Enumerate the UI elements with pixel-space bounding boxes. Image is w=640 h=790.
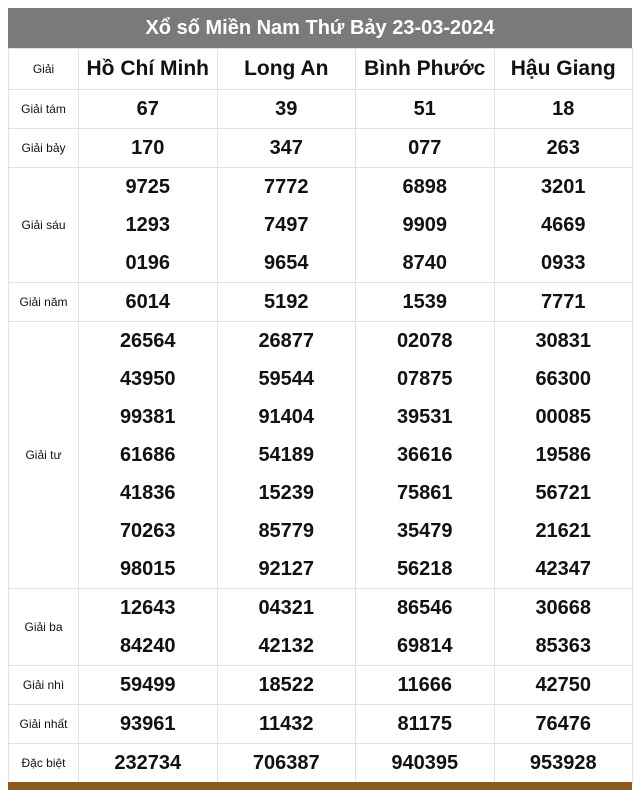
winning-number: 077: [408, 137, 442, 159]
winning-number: 69814: [396, 635, 453, 657]
winning-number: 9654: [264, 252, 309, 274]
result-cell: [356, 666, 495, 705]
result-cell: [217, 666, 356, 705]
prize-row-db: [9, 744, 633, 783]
result-cell: [494, 589, 633, 666]
winning-number: 59499: [119, 674, 176, 696]
result-cell: [494, 322, 633, 589]
winning-number: 940395: [391, 752, 459, 774]
winning-number: 04321: [258, 597, 315, 619]
winning-number: 1539: [402, 291, 447, 313]
winning-number: 12643: [119, 597, 176, 619]
prize-label: Giải ba: [9, 589, 79, 666]
winning-number: 86546: [396, 597, 453, 619]
province-header: Bình Phước: [356, 49, 495, 90]
footer-bar: [8, 782, 632, 790]
result-cell: [217, 90, 356, 129]
prize-label: Đặc biệt: [9, 744, 79, 783]
winning-number: 99381: [119, 406, 176, 428]
prize-label: Giải nhì: [9, 666, 79, 705]
winning-number: 953928: [529, 752, 597, 774]
winning-number: 11432: [258, 713, 314, 735]
province-header: Hồ Chí Minh: [79, 49, 218, 90]
winning-number: 00085: [535, 406, 592, 428]
winning-number: 56721: [535, 482, 592, 504]
result-cell: [494, 129, 633, 168]
result-cell: [356, 589, 495, 666]
prize-row-g2: [9, 666, 633, 705]
winning-number: 26564: [119, 330, 176, 352]
result-cell: [79, 322, 218, 589]
winning-number: 232734: [114, 752, 182, 774]
result-cell: [356, 705, 495, 744]
winning-number: 85363: [535, 635, 592, 657]
winning-number: 41836: [119, 482, 176, 504]
winning-number: 91404: [258, 406, 315, 428]
result-cell: [494, 283, 633, 322]
winning-number: 18: [552, 98, 575, 120]
winning-number: 15239: [258, 482, 315, 504]
winning-number: 42132: [258, 635, 315, 657]
province-header: Long An: [217, 49, 356, 90]
result-cell: [217, 705, 356, 744]
winning-number: 66300: [535, 368, 592, 390]
winning-number: 42750: [535, 674, 592, 696]
winning-number: 98015: [119, 558, 176, 580]
result-cell: [217, 168, 356, 283]
result-cell: [494, 90, 633, 129]
result-cell: [79, 90, 218, 129]
winning-number: 36616: [396, 444, 453, 466]
winning-number: 42347: [535, 558, 592, 580]
winning-number: 6898: [402, 176, 447, 198]
winning-number: 02078: [396, 330, 453, 352]
prize-row-g7: [9, 129, 633, 168]
header-row: [9, 49, 633, 90]
prize-row-g8: [9, 90, 633, 129]
winning-number: 51: [413, 98, 436, 120]
result-cell: [217, 283, 356, 322]
result-cell: [79, 666, 218, 705]
prize-row-g5: [9, 283, 633, 322]
winning-number: 6014: [125, 291, 170, 313]
winning-number: 19586: [535, 444, 592, 466]
result-cell: [79, 168, 218, 283]
winning-number: 1293: [125, 214, 170, 236]
result-cell: [356, 168, 495, 283]
winning-number: 4669: [541, 214, 586, 236]
winning-number: 706387: [252, 752, 320, 774]
prize-label: Giải bảy: [9, 129, 79, 168]
winning-number: 54189: [258, 444, 315, 466]
prize-label: Giải năm: [9, 283, 79, 322]
result-cell: [356, 90, 495, 129]
result-cell: [494, 666, 633, 705]
winning-number: 81175: [397, 713, 452, 735]
winning-number: 5192: [264, 291, 309, 313]
result-cell: [79, 744, 218, 783]
prize-column-header: Giải: [9, 49, 79, 90]
result-cell: [79, 129, 218, 168]
winning-number: 93961: [119, 713, 176, 735]
province-header: Hậu Giang: [494, 49, 633, 90]
winning-number: 76476: [535, 713, 592, 735]
result-cell: [356, 322, 495, 589]
winning-number: 7497: [264, 214, 309, 236]
winning-number: 30831: [535, 330, 592, 352]
winning-number: 8740: [402, 252, 447, 274]
result-cell: [494, 744, 633, 783]
winning-number: 85779: [258, 520, 315, 542]
result-cell: [356, 283, 495, 322]
winning-number: 30668: [535, 597, 592, 619]
winning-number: 170: [131, 137, 165, 159]
result-cell: [356, 744, 495, 783]
page-title: Xổ số Miền Nam Thứ Bảy 23-03-2024: [8, 8, 632, 48]
result-cell: [217, 322, 356, 589]
results-table: [8, 48, 633, 783]
winning-number: 70263: [119, 520, 176, 542]
result-cell: [494, 168, 633, 283]
prize-label: Giải tám: [9, 90, 79, 129]
prize-label: Giải tư: [9, 322, 79, 589]
winning-number: 263: [546, 137, 580, 159]
winning-number: 92127: [258, 558, 315, 580]
winning-number: 56218: [396, 558, 453, 580]
winning-number: 9909: [402, 214, 447, 236]
prize-row-g6: [9, 168, 633, 283]
winning-number: 07875: [396, 368, 453, 390]
winning-number: 11666: [397, 674, 452, 696]
result-cell: [79, 589, 218, 666]
winning-number: 67: [136, 98, 159, 120]
winning-number: 59544: [258, 368, 315, 390]
winning-number: 61686: [119, 444, 176, 466]
prize-row-g3: [9, 589, 633, 666]
winning-number: 21621: [535, 520, 592, 542]
result-cell: [217, 589, 356, 666]
result-cell: [356, 129, 495, 168]
prize-label: Giải sáu: [9, 168, 79, 283]
winning-number: 0933: [541, 252, 586, 274]
winning-number: 35479: [396, 520, 453, 542]
prize-label: Giải nhất: [9, 705, 79, 744]
winning-number: 39: [275, 98, 298, 120]
winning-number: 26877: [258, 330, 315, 352]
result-cell: [79, 283, 218, 322]
winning-number: 7772: [264, 176, 309, 198]
winning-number: 18522: [258, 674, 315, 696]
result-cell: [494, 705, 633, 744]
winning-number: 43950: [119, 368, 176, 390]
result-cell: [79, 705, 218, 744]
prize-row-g1: [9, 705, 633, 744]
result-cell: [217, 744, 356, 783]
winning-number: 75861: [396, 482, 453, 504]
result-cell: [217, 129, 356, 168]
winning-number: 3201: [541, 176, 586, 198]
winning-number: 0196: [125, 252, 170, 274]
winning-number: 84240: [119, 635, 176, 657]
winning-number: 39531: [396, 406, 453, 428]
winning-number: 7771: [541, 291, 586, 313]
winning-number: 347: [269, 137, 303, 159]
prize-row-g4: [9, 322, 633, 589]
winning-number: 9725: [125, 176, 170, 198]
